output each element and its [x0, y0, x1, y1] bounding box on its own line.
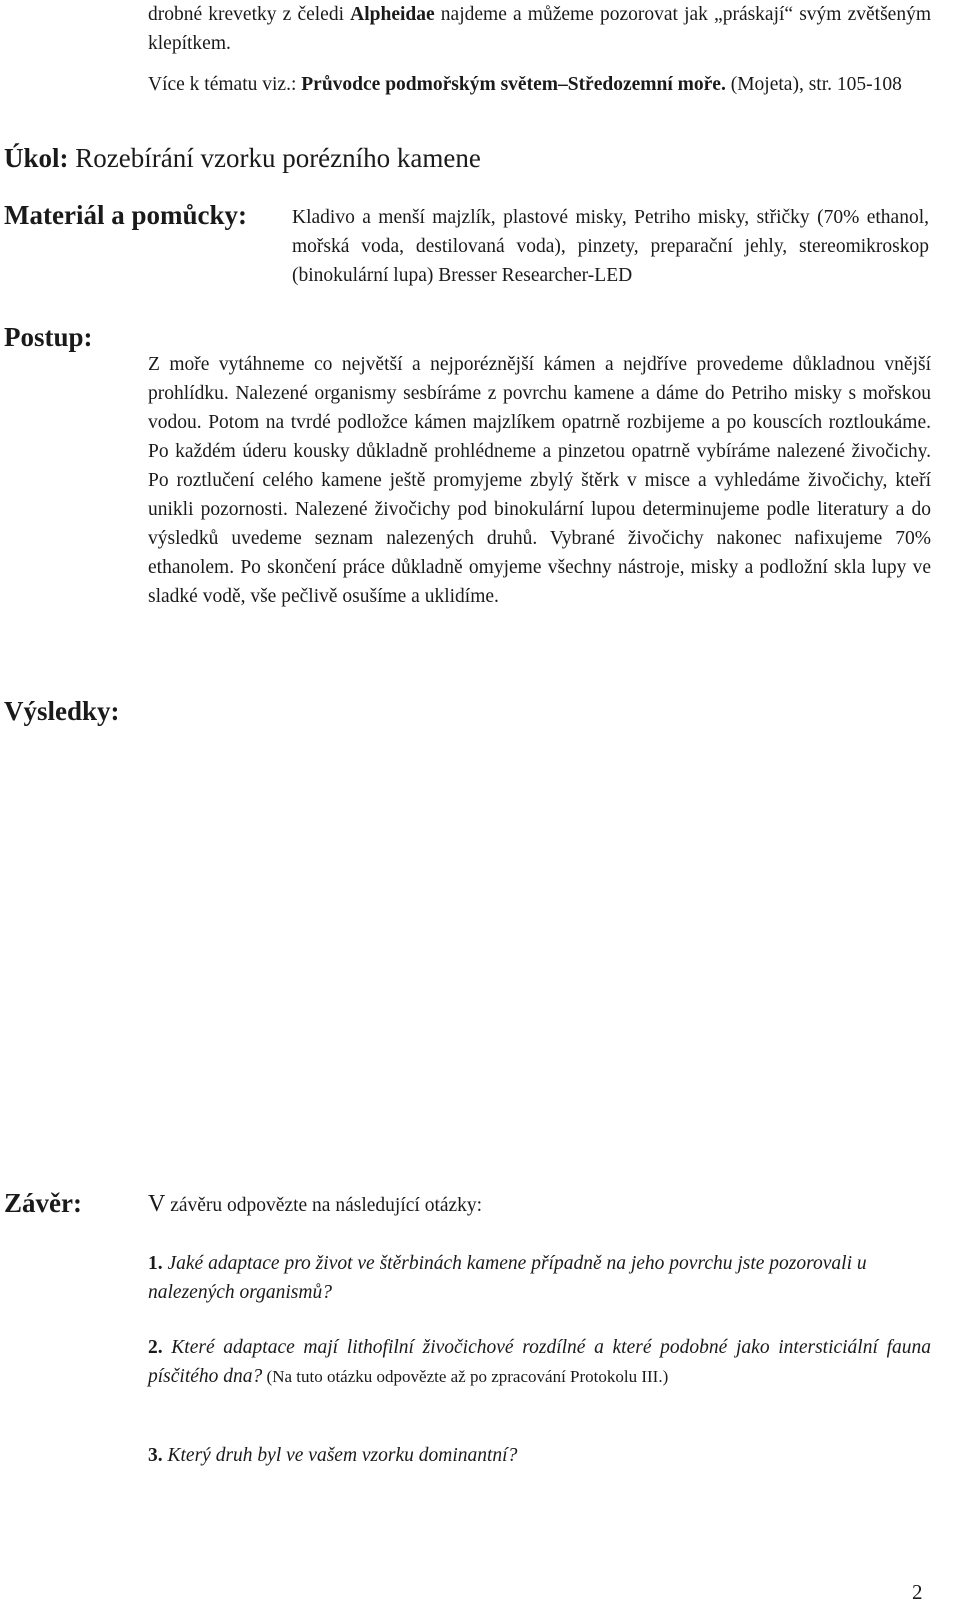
page-number: 2 — [912, 1580, 923, 1604]
question-1-number: 1. — [148, 1253, 163, 1274]
reference-prefix: Více k tématu viz.: — [148, 74, 302, 95]
reference-title: Průvodce podmořským světem–Středozemní moře. — [301, 74, 726, 95]
task-label: Úkol: — [4, 143, 69, 173]
intro-text-start: drobné krevetky z čeledi — [148, 4, 351, 25]
procedure-text: Z moře vytáhneme co největší a nejporéznější kámen a nejdříve provedeme důkladnou vnější prohlídku. Nalezené organismy sesbíráme z povrchu kamene a dáme do Petriho misky s mořskou vodou. Potom na tvrdé podložce kámen majzlíkem opatrně rozbijeme a po kouscích roztloukáme. Po každém úderu kousky důkladně prohlédneme a pinzetou opatrně vybíráme nalezené živočichy. Po roztlučení celého kamene ještě promyjeme zbylý štěrk v misce a vyhledáme živočichy, kteří unikli pozornosti. Nalezené živočichy pod binokulární lupou determinujeme podle literatury a do výsledků uvedeme seznam nalezených druhů. Vybrané živočichy nakonec nafixujeme 70% ethanolem. Po skončení práce důkladně omyjeme všechny nástroje, misky a podložní skla lupy ve sladké vodě, vše pečlivě osušíme a uklidíme. — [148, 354, 931, 607]
task-title: Rozebírání vzorku porézního kamene — [68, 143, 481, 173]
task-heading — [4, 141, 904, 175]
intro-text-end: najdeme a můžeme pozorovat jak „práskají“ svým zvětšeným klepítkem. — [148, 4, 932, 54]
question-1 — [148, 1249, 931, 1307]
question-2-note: (Na tuto otázku odpovězte až po zpracování Protokolu III.) — [262, 1367, 669, 1386]
question-2 — [148, 1333, 931, 1391]
material-label: Materiál a pomůcky: — [4, 200, 247, 230]
procedure-label: Postup: — [4, 322, 93, 352]
conclusion-label: Závěr: — [4, 1188, 82, 1218]
question-3 — [148, 1441, 931, 1470]
question-2-number: 2. — [148, 1337, 163, 1358]
question-3-text: Který druh byl ve vašem vzorku dominantní? — [162, 1445, 518, 1466]
family-name: Alpheidae — [350, 4, 435, 25]
reference — [148, 70, 931, 99]
question-1-text: Jaké adaptace pro život ve štěrbinách kamene případně na jeho povrchu jste pozorovali u nalezených organismů? — [148, 1253, 867, 1303]
material-text: Kladivo a menší majzlík, plastové misky, Petriho misky, střičky (70% ethanol, mořská voda, destilovaná voda), pinzety, preparační jehly, stereomikroskop (binokulární lupa) Bresser Researcher-LED — [292, 207, 929, 286]
conclusion-intro — [148, 1190, 931, 1220]
reference-suffix: (Mojeta), str. 105-108 — [725, 74, 902, 95]
conclusion-intro-initial: V — [148, 1191, 166, 1217]
results-label: Výsledky: — [4, 696, 120, 726]
intro-paragraph — [148, 0, 931, 58]
question-2-text: Které adaptace mají lithofilní živočichové rozdílné a které podobné jako intersticiální fauna písčitého dna? — [148, 1337, 931, 1387]
conclusion-intro-text: závěru odpovězte na následující otázky: — [165, 1195, 483, 1216]
question-3-number: 3. — [148, 1445, 163, 1466]
